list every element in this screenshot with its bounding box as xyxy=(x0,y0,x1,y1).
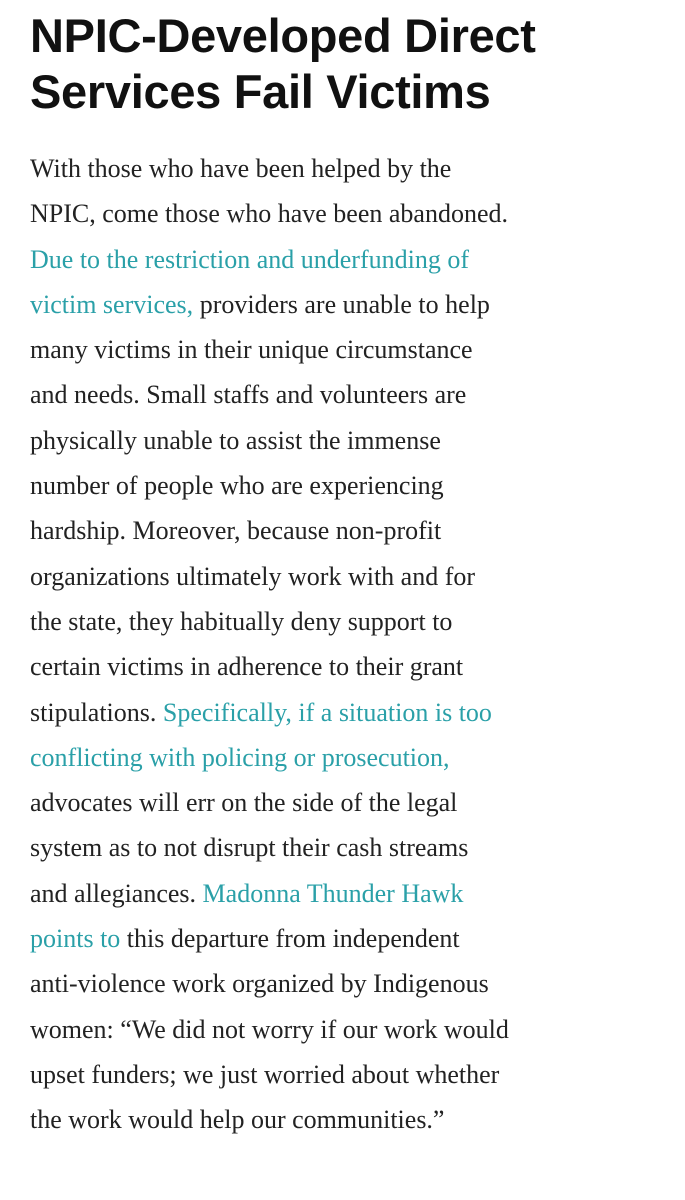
paragraph-line: number of people who are experiencing xyxy=(30,471,444,501)
paragraph-line: system as to not disrupt their cash streams xyxy=(30,833,469,863)
paragraph-line: many victims in their unique circumstance xyxy=(30,335,473,365)
paragraph-line: NPIC, come those who have been abandoned. xyxy=(30,199,508,229)
points-to-link[interactable]: points to xyxy=(30,924,121,954)
paragraph-line xyxy=(30,871,660,916)
paragraph-line: and needs. Small staffs and volunteers are xyxy=(30,380,467,410)
paragraph-text: stipulations. xyxy=(30,697,163,727)
madonna-thunder-hawk-link[interactable]: Madonna Thunder Hawk xyxy=(202,878,464,908)
policing-prosecution-link[interactable]: Specifically, if a situation is too xyxy=(162,697,492,727)
paragraph-text: providers are unable to help xyxy=(193,289,490,319)
paragraph-line xyxy=(30,916,660,961)
article xyxy=(30,8,660,1143)
paragraph-line xyxy=(30,282,660,327)
paragraph-line: anti-violence work organized by Indigenous xyxy=(30,969,489,999)
article-title xyxy=(30,8,660,120)
paragraph-line: certain victims in adherence to their grant xyxy=(30,652,464,682)
victim-services-link[interactable]: victim services, xyxy=(30,289,194,319)
paragraph-line xyxy=(30,690,660,735)
paragraph-line: hardship. Moreover, because non-profit xyxy=(30,516,442,546)
paragraph-line: advocates will err on the side of the legal xyxy=(30,788,458,818)
restriction-underfunding-link[interactable]: Due to the restriction and underfunding of xyxy=(30,244,469,274)
paragraph-line xyxy=(30,237,660,282)
paragraph-line: women: “We did not worry if our work would xyxy=(30,1014,509,1044)
paragraph-line xyxy=(30,735,660,780)
article-paragraph xyxy=(30,146,660,1143)
policing-prosecution-link-cont[interactable]: conflicting with policing or prosecution, xyxy=(30,742,450,772)
paragraph-line: With those who have been helped by the xyxy=(30,154,452,183)
paragraph-line: upset funders; we just worried about whether xyxy=(30,1059,500,1089)
title-line-2: Services Fail Victims xyxy=(30,65,491,118)
paragraph-line: the work would help our communities.” xyxy=(30,1105,445,1135)
paragraph-line: the state, they habitually deny support to xyxy=(30,606,453,636)
paragraph-text: this departure from independent xyxy=(120,924,460,954)
paragraph-line: organizations ultimately work with and for xyxy=(30,561,476,591)
paragraph-text: and allegiances. xyxy=(30,878,203,908)
paragraph-line: physically unable to assist the immense xyxy=(30,425,441,455)
title-line-1: NPIC-Developed Direct xyxy=(30,9,536,62)
